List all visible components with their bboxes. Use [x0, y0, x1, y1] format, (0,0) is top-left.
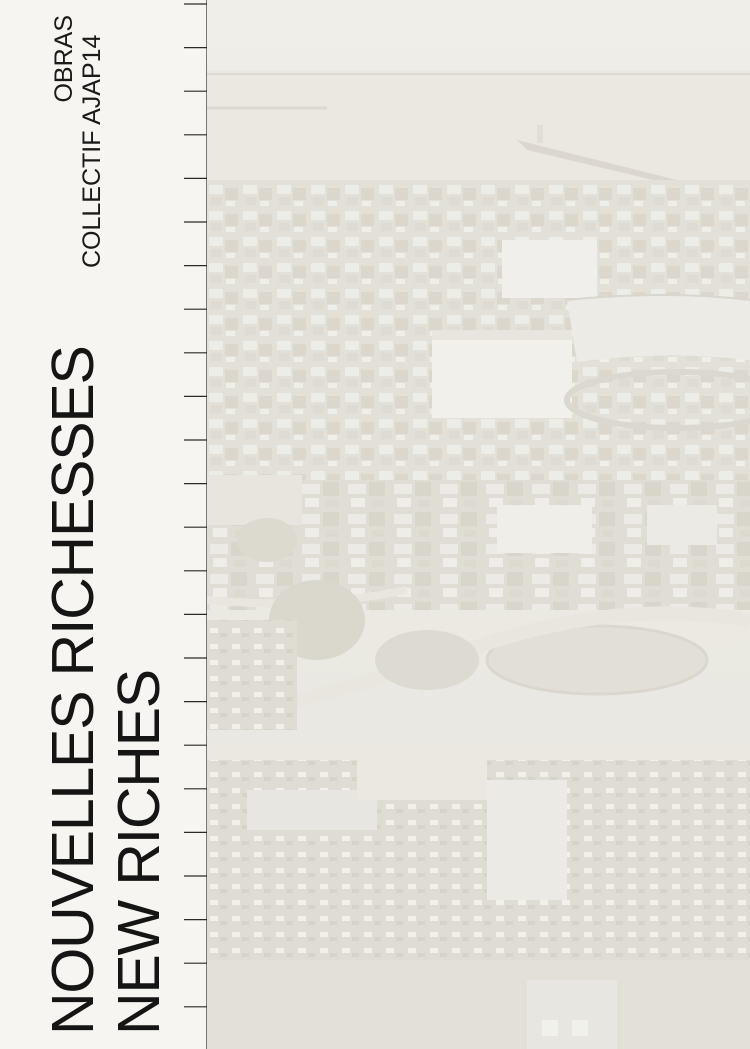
aerial-city-photo	[207, 0, 750, 1049]
credit-collective: COLLECTIF AJAP14	[78, 34, 106, 268]
aerial-city-photo-icon	[207, 0, 750, 1049]
tick-ruler	[180, 0, 210, 1049]
title-english: NEW RICHES	[106, 670, 172, 1035]
title-french: NOUVELLES RICHESSES	[40, 346, 106, 1035]
cover-credits	[50, 8, 110, 268]
ruler-ticks	[180, 0, 210, 1049]
credit-publisher: OBRAS	[50, 15, 78, 103]
